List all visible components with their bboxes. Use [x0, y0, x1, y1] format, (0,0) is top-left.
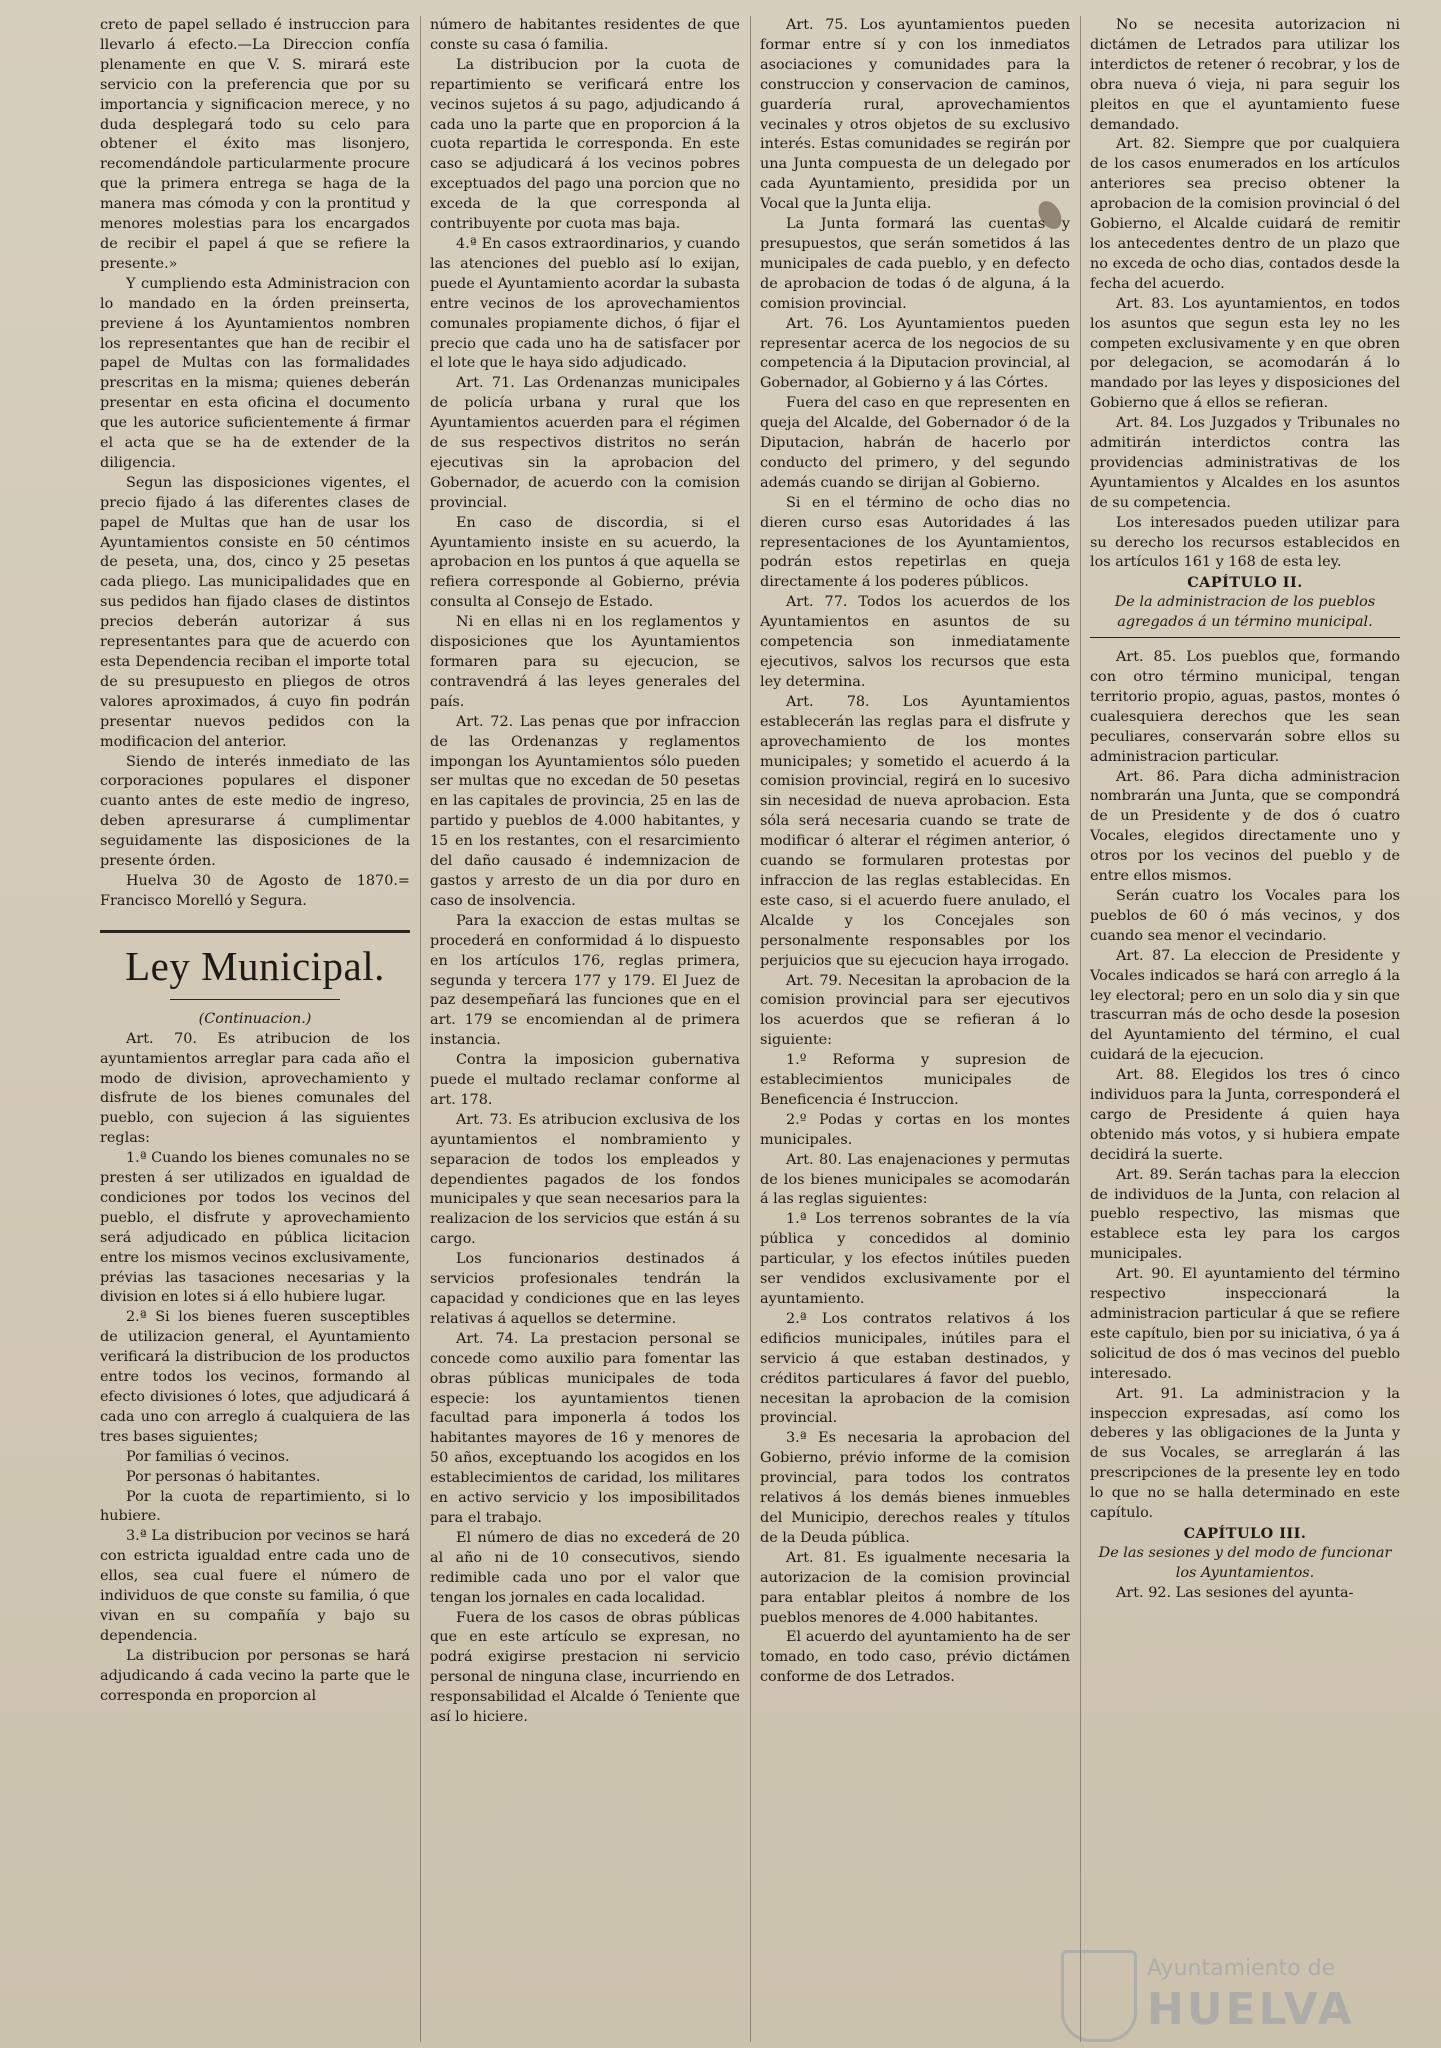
paragraph: Fuera del caso en que representen en queja del Alcalde, del Gobernador ó de la Diputacion, habrán de hacerlo por conducto del primero, y del segundo además cuando se dirijan al Gobierno.: [760, 395, 1070, 491]
archive-watermark: [1061, 1950, 1401, 2040]
paragraph: El número de dias no excederá de 20 al año ni de 10 consecutivos, siendo redimible cada uno por el valor que tengan los jornales en cada localidad.: [430, 1529, 740, 1606]
article-85: Art. 85. Los pueblos que, formando con otro término municipal, tengan territorio propio, aguas, pastos, montes ó cualesquiera derechos que les sean peculiares, conservarán sobre ellos su administracion particular.: [1090, 649, 1400, 765]
article-77: Art. 77. Todos los acuerdos de los Ayuntamientos en asuntos de su competencia son inmediatamente ejecutivos, salvos los recursos que esta ley determina.: [760, 594, 1070, 690]
chapter-heading: CAPÍTULO II.: [1187, 574, 1303, 592]
paragraph: Siendo de interés inmediato de las corporaciones populares el disponer cuanto antes de este medio de ingreso, deben apresurarse á cumplimentar seguidamente las disposiciones de la presente órden.: [100, 753, 410, 870]
article-76: Art. 76. Los Ayuntamientos pueden representar acerca de los negocios de su competencia á la Diputacion provincial, al Gobernador, al Gobierno y á las Córtes.: [760, 315, 1070, 392]
paragraph: 1.ª Cuando los bienes comunales no se presten á ser utilizados en igualdad de condiciones por todos los vecinos del pueblo, el disfrute y aprovechamiento será adjudicado en pública licitacion entre los mismos vecinos exclusivamente, prévias las tasaciones necesarias y la division en lotes si á ello hubiere lugar.: [100, 1150, 410, 1306]
paragraph: número de habitantes residentes de que conste su casa ó familia.: [430, 17, 740, 53]
paragraph: En caso de discordia, si el Ayuntamiento insiste en su acuerdo, la aprobacion en los puntos á que aquella se refiera corresponde al Gobierno, prévia consulta al Consejo de Estado.: [430, 514, 740, 611]
article-83: Art. 83. Los ayuntamientos, en todos los asuntos que segun esta ley no les competen exclusivamente y en que obren por delegacion, se acomodarán á lo mandado por las leyes y disposiciones del Gobierno que á ellos se refieran.: [1090, 295, 1400, 412]
paragraph: No se necesita autorizacion ni dictámen de Letrados para utilizar los interdictos de retener ó recobrar, y los de obra nueva ó vieja, ni para seguir los pleitos en que el ayuntamiento fuese demandado.: [1090, 17, 1400, 133]
list-item: Por la cuota de repartimiento, si lo hubiere.: [100, 1488, 410, 1525]
article-87: Art. 87. La eleccion de Presidente y Vocales indicados se hará con arreglo á la ley electoral; pero en un solo dia y sin que trascurran más de ocho desde la posesion del Ayuntamiento del término, el cual cuidará de la ejecucion.: [1090, 947, 1400, 1064]
chapter-subtitle: De las sesiones y del modo de funcionar los Ayuntamientos.: [1098, 1544, 1392, 1581]
paragraph: 2.ª Si los bienes fueren susceptibles de utilizacion general, el Ayuntamiento verificará la distribucion de los productos entre todos los vecinos, formando al efecto divisiones ó lotes, que adjudicará á cada uno con arreglo á cualquiera de las tres bases siguientes;: [100, 1309, 410, 1445]
signature-line: Huelva 30 de Agosto de 1870.= Francisco Morelló y Segura.: [100, 872, 410, 909]
section-title: Ley Municipal.: [125, 942, 385, 989]
chapter-heading: CAPÍTULO III.: [1183, 1524, 1307, 1542]
article-71: Art. 71. Las Ordenanzas municipales de policía urbana y rural que los Ayuntamientos acuerden para el régimen de sus respectivos distritos no serán ejecutivas sin la aprobacion del Gobernador, de acuerdo con la comision provincial.: [430, 375, 740, 511]
article-70: Art. 70. Es atribucion de los ayuntamientos arreglar para cada año el modo de division, aprovechamiento y disfrute de los bienes comunales del pueblo, con sujecion á las siguientes reglas:: [100, 1030, 410, 1147]
article-80: Art. 80. Las enajenaciones y permutas de los bienes municipales se acomodarán á las reglas siguientes:: [760, 1151, 1070, 1208]
column-2: [430, 16, 740, 2048]
paragraph: La distribucion por personas se hará adjudicando á cada vecino la parte que le corresponda en proporcion al: [100, 1647, 410, 1704]
article-75: Art. 75. Los ayuntamientos pueden formar entre sí y con los inmediatos asociaciones y comunidades para la construccion y conservacion de caminos, guardería rural, aprovechamientos vecinales y otros objetos de su exclusivo interés. Estas comunidades se regirán por una Junta compuesta de un delegado por cada Ayuntamiento, presidida por un Vocal que la Junta elija.: [760, 17, 1070, 213]
list-item: Por personas ó habitantes.: [126, 1468, 321, 1485]
chapter-divider: [1090, 637, 1400, 638]
article-73: Art. 73. Es atribucion exclusiva de los ayuntamientos el nombramiento y separacion de todos los empleados y dependientes pagados de los fondos municipales y que sean necesarios para la realizacion de los servicios que están á su cargo.: [430, 1111, 740, 1248]
continuation-label: (Continuacion.): [198, 1010, 312, 1027]
article-81: Art. 81. Es igualmente necesaria la autorizacion de la comision provincial para entablar pleitos á nombre de los pueblos menores de 4.000 habitantes.: [760, 1549, 1070, 1626]
paragraph: Los interesados pueden utilizar para su derecho los recursos establecidos en los artículos 161 y 168 de esta ley.: [1090, 514, 1400, 571]
paragraph: creto de papel sellado é instruccion para llevarlo á efecto.—La Direccion confía plenamente en que V. S. mirará este servicio con la preferencia que por su importancia y significacion merece, y no duda desplegará todo su celo para obtener el éxito mas lisonjero, recomendándole particularmente procure que la primera entrega se haga de la manera mas cómoda y con la prontitud y menores molestias para los encargados de recibir el papel á que se refiere la presente.»: [100, 17, 410, 272]
column-rule: [750, 16, 751, 2042]
article-84: Art. 84. Los Juzgados y Tribunales no admitirán interdictos contra las providencias administrativas de los Ayuntamientos y Alcaldes en los asuntos de su competencia.: [1090, 415, 1400, 511]
column-3: [760, 16, 1070, 2048]
article-90: Art. 90. El ayuntamiento del término respectivo inspeccionará la administracion particular á que se refiere este capítulo, bien por su iniciativa, ó ya á solicitud de dos ó mas vecinos del pueblo interesado.: [1090, 1266, 1400, 1382]
paragraph: 3.ª La distribucion por vecinos se hará con estricta igualdad entre cada uno de ellos, sea cual fuere el número de individuos de que conste su familia, ó que vivan en su compañía y bajo su dependencia.: [100, 1528, 410, 1644]
coat-of-arms-icon: [1061, 1950, 1137, 2042]
column-rule: [1080, 16, 1081, 2042]
paragraph: Y cumpliendo esta Administracion con lo mandado en la órden preinserta, previene á los Ayuntamientos nombren los representantes que han de recibir el papel de Multas con las formalidades prescritas en la misma; quienes deberán presentar en esta oficina el documento que les autorice suficientemente á firmar el acta que se ha de extender de la diligencia.: [100, 275, 410, 471]
article-72: Art. 72. Las penas que por infraccion de las Ordenanzas y reglamentos impongan los Ayuntamientos sólo pueden ser multas que no excedan de 50 pesetas en las capitales de provincia, 25 en las de partido y pueblos de 4.000 habitantes, y 15 en los restantes, con el resarcimiento del daño causado é indemnizacion de gastos y arresto de un dia por duro en caso de insolvencia.: [430, 713, 740, 909]
list-item: 2.ª Los contratos relativos á los edificios municipales, inútiles para el servicio á que estaban destinados, y créditos particulares á favor del pueblo, necesitan la aprobacion de la comision provincial.: [760, 1310, 1070, 1427]
article-74: Art. 74. La prestacion personal se concede como auxilio para fomentar las obras públicas municipales de toda especie: los ayuntamientos tienen facultad para imponerla á todos los habitantes mayores de 16 y menores de 50 años, exceptuando los acogidos en los establecimientos de caridad, los militares en activo servicio y los imposibilitados para el trabajo.: [430, 1330, 740, 1526]
paragraph: Los funcionarios destinados á servicios profesionales tendrán la capacidad y condiciones que en las leyes relativas á aquellos se determine.: [430, 1251, 740, 1327]
watermark-line-1: Ayuntamiento de: [1147, 1956, 1336, 1981]
column-1: [100, 16, 410, 2048]
paragraph: Contra la imposicion gubernativa puede el multado reclamar conforme al art. 178.: [430, 1052, 740, 1108]
article-78: Art. 78. Los Ayuntamientos establecerán las reglas para el disfrute y aprovechamiento de los montes municipales; y sometido el acuerdo á la comision provincial, regirá en lo sucesivo sin necesidad de nueva aprobacion. Esta sóla será necesaria cuando se trate de modificar ó alterar el régimen anterior, ó cuando se formularen protestas por infraccion de las reglas establecidas. En este caso, si el acuerdo fuere anulado, el Alcalde y los Concejales son personalmente responsables por los perjuicios que su ejecucion haya irrogado.: [760, 693, 1070, 969]
article-82: Art. 82. Siempre que por cualquiera de los casos enumerados en los artículos anteriores sea preciso obtener la aprobacion de la comision provincial ó del Gobierno, el Alcalde cuidará de remitir los antecedentes dentro de un plazo que no exceda de ocho dias, contados desde la fecha del acuerdo.: [1090, 136, 1400, 292]
paragraph: Segun las disposiciones vigentes, el precio fijado á las diferentes clases de papel de Multas que han de usar los Ayuntamientos consiste en 50 céntimos de peseta, una, dos, cinco y 25 pesetas cada pliego. Las municipalidades que en sus pedidos han fijado clases de distintos precios deberán autorizar á sus representantes para que de acuerdo con esta Dependencia reciban el importe total de su presupuesto en pliegos de otros valores aproximados, á cuyo fin podrán presentar nuevos pedidos con la modificacion del anterior.: [100, 474, 410, 750]
article-89: Art. 89. Serán tachas para la eleccion de individuos de la Junta, con relacion al pueblo respectivo, las mismas que establece esta ley para los cargos municipales.: [1090, 1166, 1400, 1263]
article-88: Art. 88. Elegidos los tres ó cinco individuos para la Junta, corresponderá el cargo de Presidente á quien haya obtenido más votos, y si hubiera empate decidirá la suerte.: [1090, 1067, 1400, 1163]
paragraph: El acuerdo del ayuntamiento ha de ser tomado, en todo caso, prévio dictámen conforme de dos Letrados.: [760, 1629, 1070, 1686]
paragraph: La Junta formará las cuentas y presupuestos, que serán sometidos á las municipales de cada pueblo, y en defecto de aprobacion de todas ó de alguna, á la comision provincial.: [760, 216, 1070, 312]
chapter-subtitle: De la administracion de los pueblos agregados á un término municipal.: [1114, 594, 1376, 631]
paragraph: 4.ª En casos extraordinarios, y cuando las atenciones del pueblo así lo exijan, puede el Ayuntamiento acordar la subasta entre vecinos de los aprovechamientos comunales propiamente dichos, ó fijar el precio que cada uno ha de satisfacer por el lote que le haya sido adjudicado.: [430, 235, 740, 372]
article-92: Art. 92. Las sesiones del ayunta-: [1116, 1584, 1354, 1601]
list-item: Por familias ó vecinos.: [126, 1448, 290, 1465]
list-item: 3.ª Es necesaria la aprobacion del Gobierno, prévio informe de la comision provincial, para todos los contratos relativos á los demás bienes inmuebles del Municipio, derechos reales y títulos de la Deuda pública.: [760, 1430, 1070, 1546]
paragraph: Serán cuatro los Vocales para los pueblos de 60 ó más vecinos, y dos cuando sea menor el vecindario.: [1090, 887, 1400, 944]
section-divider: [100, 930, 410, 933]
article-79: Art. 79. Necesitan la aprobacion de la comision provincial para ser ejecutivos los acuerdos que se refieran á lo siguiente:: [760, 972, 1070, 1049]
watermark-line-2: HUELVA: [1147, 1984, 1355, 2035]
list-item: 1.º Reforma y supresion de establecimientos municipales de Beneficencia é Instruccion.: [760, 1052, 1070, 1108]
paragraph: Ni en ellas ni en los reglamentos y disposiciones que los Ayuntamientos formaren para su ejecucion, se contravendrá á las leyes generales del país.: [430, 614, 740, 710]
paragraph: La distribucion por la cuota de repartimiento se verificará entre los vecinos sujetos á su pago, adjudicando á cada uno la parte que en proporcion á la cuota repartida le corresponda. En este caso se adjudicará á los vecinos pobres exceptuados del pago una porcion que no exceda de la que corresponda al contribuyente por cuota mas baja.: [430, 56, 740, 233]
paragraph: Fuera de los casos de obras públicas que en este artículo se expresan, no podrá exigirse prestacion ni servicio personal de ninguna clase, incurriendo en responsabilidad el Alcalde ó Teniente que así lo hiciere.: [430, 1609, 740, 1726]
list-item: 2.º Podas y cortas en los montes municipales.: [760, 1111, 1070, 1148]
list-item: 1.ª Los terrenos sobrantes de la vía pública y concedidos al dominio particular, y los efectos inútiles pueden ser vendidos exclusivamente por el ayuntamiento.: [760, 1211, 1070, 1307]
article-86: Art. 86. Para dicha administracion nombrarán una Junta, que se compondrá de un Presidente y de dos ó cuatro Vocales, elegidos directamente uno y otros por los vecinos del pueblo y de entre ellos mismos.: [1090, 768, 1400, 885]
title-underline: [170, 999, 340, 1000]
paragraph: Para la exaccion de estas multas se procederá en conformidad á lo dispuesto en los artículos 176, reglas primera, segunda y tercera 177 y 179. El Juez de paz desempeñará las funciones que en el art. 179 se encomiendan al de primera instancia.: [430, 912, 740, 1049]
column-4: [1090, 16, 1400, 2048]
paragraph: Si en el término de ocho dias no dieren curso esas Autoridades á las representaciones de los Ayuntamientos, podrán estos repetirlas en queja directamente á los poderes públicos.: [760, 494, 1070, 591]
column-rule: [420, 16, 421, 2042]
article-91: Art. 91. La administracion y la inspeccion expresadas, así como los deberes y las obligaciones de la Junta y de sus Vocales, se arreglarán á las prescripciones de la presente ley en todo lo que no se halla determinado en este capítulo.: [1090, 1385, 1400, 1522]
